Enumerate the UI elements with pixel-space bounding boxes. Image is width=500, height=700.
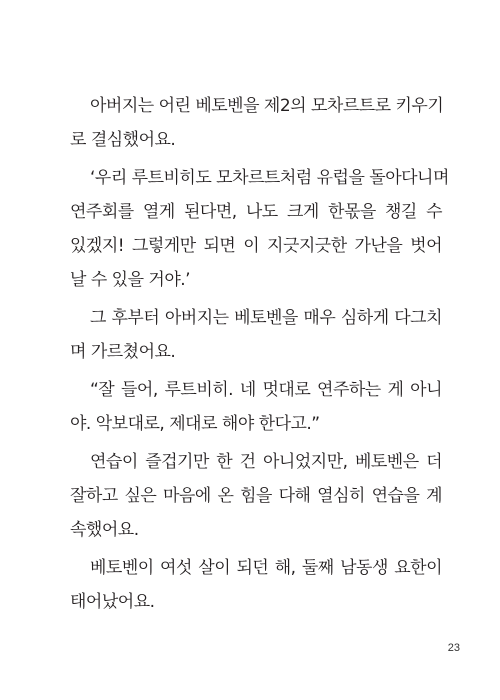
- paragraph-3: [70, 308, 442, 370]
- text-line: 연습이 즐겁기만 한 건 아니었지만, 베토벤은 더: [90, 452, 442, 472]
- text-line: 며 가르쳤어요.: [70, 342, 176, 362]
- paragraph-4: [70, 380, 442, 442]
- paragraph-1: [70, 96, 442, 158]
- text-line: 속했어요.: [70, 520, 139, 540]
- text-line: 야. 악보대로, 제대로 해야 한다고.”: [70, 414, 320, 434]
- paragraph-2: [70, 168, 449, 298]
- text-line: 있겠지! 그렇게만 되면 이 지긋지긋한 가난을 벗어: [70, 236, 442, 256]
- text-line: 잘하고 싶은 마음에 온 힘을 다해 열심히 연습을 계: [70, 486, 442, 506]
- text-line: 로 결심했어요.: [70, 130, 176, 150]
- text-line: 베토벤이 여섯 살이 되던 해, 둘째 남동생 요한이: [90, 558, 442, 578]
- text-line: 아버지는 어린 베토벤을 제2의 모차르트로 키우기: [90, 96, 444, 116]
- text-line: 날 수 있을 거야.’: [70, 270, 191, 290]
- paragraph-6: [70, 558, 442, 620]
- body-text: [70, 96, 449, 630]
- text-line: 그 후부터 아버지는 베토벤을 매우 심하게 다그치: [90, 308, 442, 328]
- paragraph-5: [70, 452, 442, 548]
- text-line: 연주회를 열게 된다면, 나도 크게 한몫을 챙길 수: [70, 202, 442, 222]
- text-line: “잘 들어, 루트비히. 네 멋대로 연주하는 게 아니: [90, 380, 442, 400]
- text-line: 태어났어요.: [70, 592, 155, 612]
- page-number: 23: [447, 642, 460, 654]
- text-line: ‘우리 루트비히도 모차르트처럼 유럽을 돌아다니며: [90, 168, 449, 188]
